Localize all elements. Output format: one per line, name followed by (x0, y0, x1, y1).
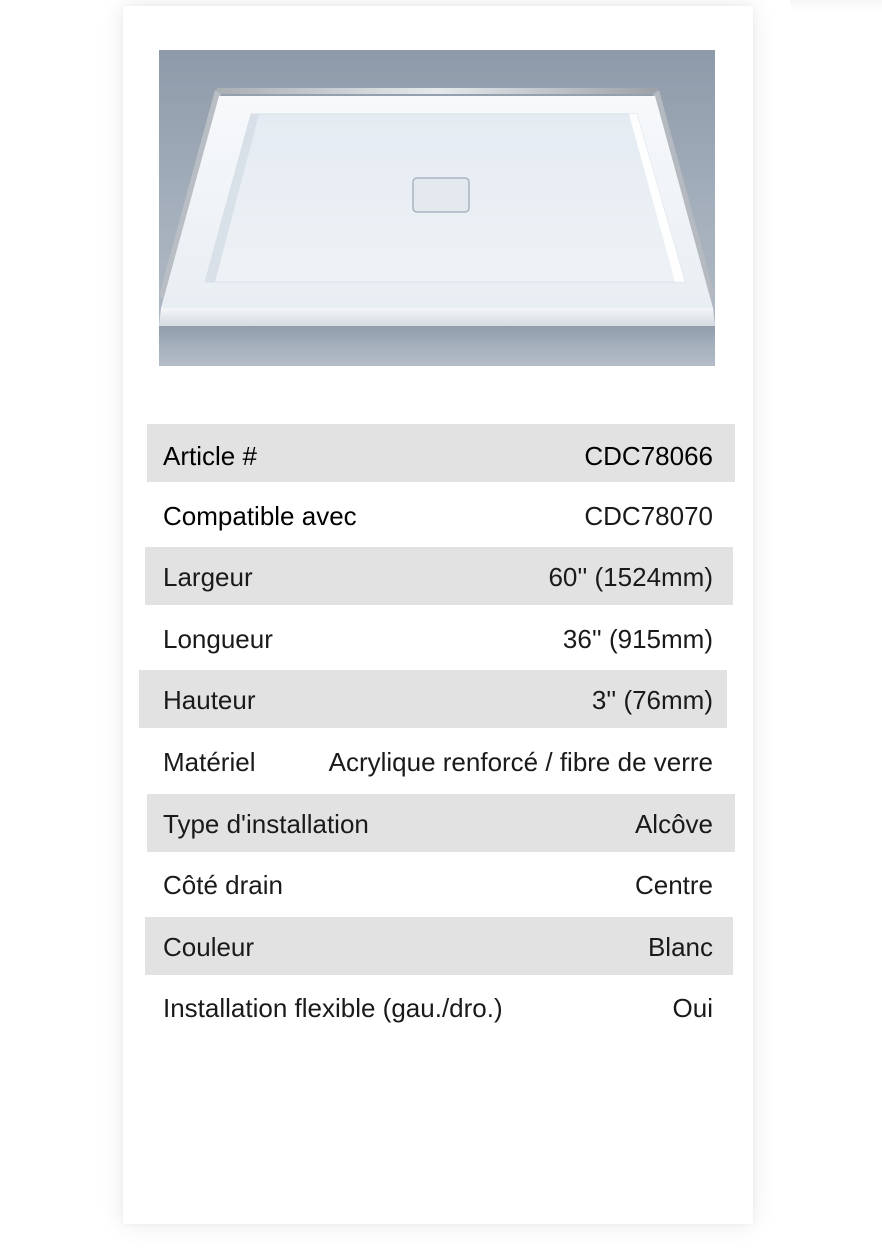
product-card (123, 6, 753, 1224)
spec-label: Couleur (163, 931, 255, 962)
spec-label: Compatible avec (163, 500, 357, 531)
spec-row-installation-flexible (123, 978, 753, 1036)
spec-row-cote-drain (123, 855, 753, 913)
spec-value: 60'' (1524mm) (548, 562, 713, 593)
spec-row-type-installation (123, 794, 753, 852)
spec-value: Acrylique renforcé / fibre de verre (328, 746, 713, 777)
spec-value: 36'' (915mm) (562, 623, 713, 654)
spec-value: 3'' (76mm) (591, 685, 713, 716)
spec-row-article (123, 424, 753, 482)
spec-value: Oui (672, 993, 713, 1024)
spec-label: Type d'installation (163, 808, 369, 839)
spec-row-materiel (123, 732, 753, 790)
product-image[interactable] (159, 50, 715, 366)
spec-label: Côté drain (163, 870, 283, 901)
spec-row-largeur (123, 547, 753, 605)
spec-label: Installation flexible (gau./dro.) (163, 993, 503, 1024)
spec-row-longueur (123, 609, 753, 667)
spec-label: Largeur (163, 562, 253, 593)
spec-row-compatible (123, 486, 753, 544)
spec-value: Blanc (647, 931, 713, 962)
spec-label: Article # (163, 441, 257, 471)
spec-value: Alcôve (634, 808, 713, 839)
spec-label: Longueur (163, 623, 273, 654)
corner-shadow (790, 0, 882, 14)
spec-label: Matériel (163, 746, 256, 777)
spec-label: Hauteur (163, 685, 256, 716)
spec-table (123, 424, 753, 1040)
spec-value: CDC78070 (584, 500, 713, 531)
spec-value: CDC78066 (584, 441, 713, 471)
spec-value: Centre (634, 870, 713, 901)
spec-row-couleur (123, 917, 753, 975)
spec-row-hauteur (123, 670, 753, 728)
